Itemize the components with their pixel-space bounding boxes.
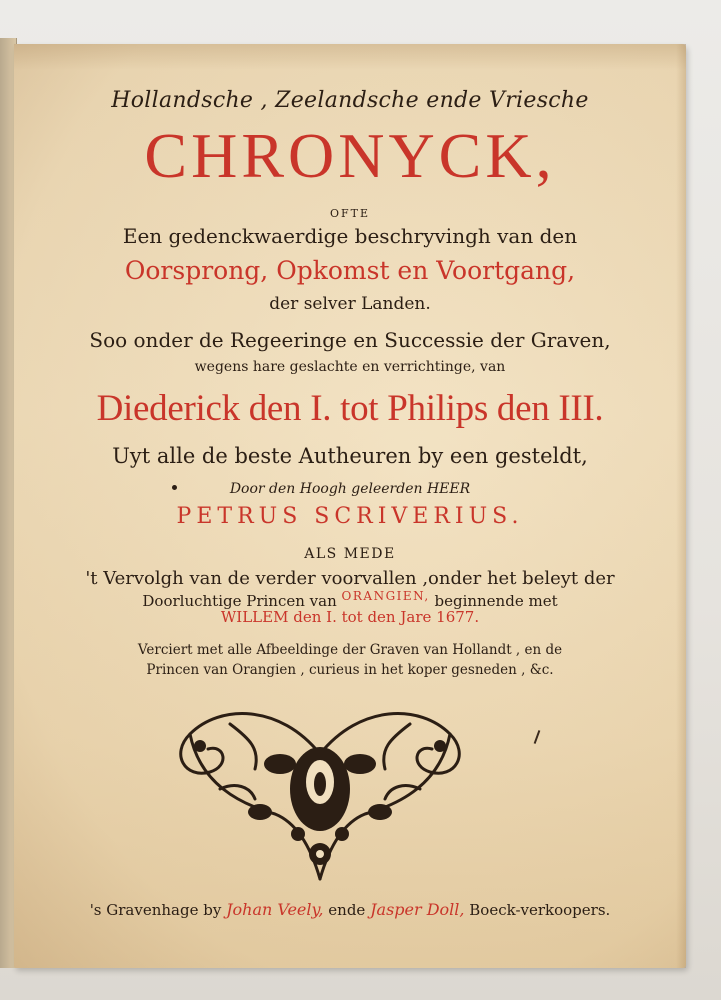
ink-mark	[534, 730, 541, 744]
description-line: Een gedenckwaerdige beschryvingh van den	[122, 224, 578, 248]
ofte-line: OFTE	[329, 207, 371, 220]
als-mede-line: ALS MEDE	[304, 546, 396, 562]
continuation-line: 't Vervolgh van de verder voorvallen ,onder het beleyt der	[85, 568, 615, 589]
year-text: 1677.	[436, 608, 480, 626]
printer-veely: Johan Veely,	[226, 900, 324, 919]
sources-line: Uyt alle de beste Autheuren by een gesteldt,	[112, 444, 588, 468]
reign-line: Soo onder de Regeeringe en Successie der Graven,	[89, 328, 611, 352]
princes-line	[14, 589, 686, 610]
illustrations-line: Verciert met alle Afbeeldinge der Graven van Hollandt , en de	[137, 642, 563, 658]
willem-line	[14, 610, 686, 625]
lands-line: der selver Landen.	[269, 294, 431, 314]
engravings-line: Princen van Orangien , curieus in het koper gesneden , &c.	[146, 662, 554, 678]
printer-doll: Jasper Doll,	[370, 900, 465, 919]
imprint-place: 's Gravenhage by	[89, 901, 222, 919]
author-intro-line: Door den Hoogh geleerden HEER	[229, 481, 471, 497]
page-stain	[14, 44, 686, 70]
beginning-text: beginnende met	[434, 592, 558, 610]
imprint-booksellers: Boeck-verkoopers.	[469, 901, 611, 919]
lineage-line: wegens hare geslachte en verrichtinge, van	[194, 359, 506, 375]
orangien-text: ORANGIEN,	[341, 589, 430, 603]
imprint-ende: ende	[328, 901, 366, 919]
willem-text: WILLEM	[220, 608, 289, 626]
subtitle-regions: Hollandsche , Zeelandsche ende Vriesche	[111, 88, 589, 113]
title-page	[14, 44, 686, 968]
main-title: CHRONYCK,	[144, 120, 556, 191]
origin-line: Oorsprong, Opkomst en Voortgang,	[124, 256, 576, 285]
until-year-text: den I. tot den Jare	[293, 608, 432, 626]
author-name: PETRUS SCRIVERIUS.	[176, 504, 524, 529]
imprint-line	[14, 902, 686, 918]
baroque-ornament-icon	[160, 694, 480, 884]
princes-text: Doorluchtige Princen van	[142, 592, 337, 610]
period-line: Diederick den I. tot Philips den III.	[96, 388, 604, 429]
